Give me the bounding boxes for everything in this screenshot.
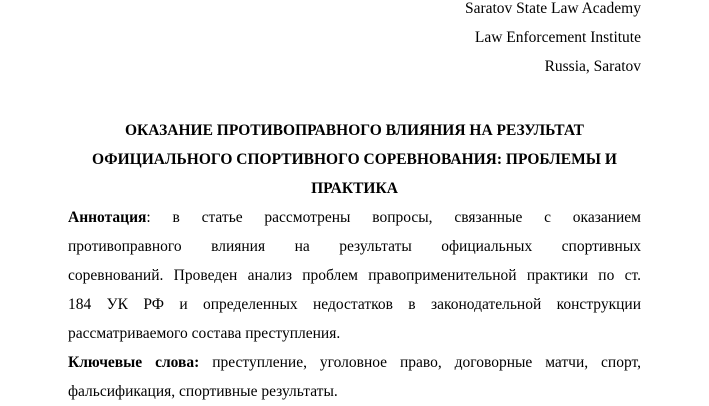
- title-line-3: ПРАКТИКА: [311, 180, 398, 197]
- title-line-2: ОФИЦИАЛЬНОГО СПОРТИВНОГО СОРЕВНОВАНИЯ: ПРОБЛЕМЫ И: [92, 151, 617, 168]
- keywords-line-1: [68, 348, 641, 377]
- affiliation-location: Russia, Saratov: [544, 58, 641, 75]
- abstract-line-1: [68, 203, 641, 232]
- abstract-line-1-text: : в статье рассмотрены вопросы, связанные с оказанием: [146, 209, 641, 226]
- keywords-paragraph: [68, 348, 641, 406]
- abstract-label: Аннотация: [68, 209, 147, 226]
- keywords-line-1-text: преступление, уголовное право, договорные матчи, спорт,: [199, 354, 641, 371]
- abstract-line-4: 184 УК РФ и определенных недостатков в законодательной конструкции: [68, 296, 641, 313]
- keywords-line-2: фальсификация, спортивные результаты.: [68, 383, 338, 400]
- abstract-line-3: соревнований. Проведен анализ проблем правоприменительной практики по ст.: [68, 267, 641, 284]
- abstract-paragraph: [68, 203, 641, 348]
- affiliation-academy: Saratov State Law Academy: [464, 0, 641, 17]
- abstract-line-5: рассматриваемого состава преступления.: [68, 325, 341, 342]
- abstract-line-2: противоправного влияния на результаты официальных спортивных: [68, 238, 641, 255]
- affiliation-institute: Law Enforcement Institute: [474, 29, 641, 46]
- article-title: [68, 116, 641, 203]
- document-page: [68, 0, 641, 406]
- affiliation-block: [68, 0, 641, 81]
- title-line-1: ОКАЗАНИЕ ПРОТИВОПРАВНОГО ВЛИЯНИЯ НА РЕЗУЛЬТАТ: [124, 122, 585, 139]
- keywords-label: Ключевые слова:: [68, 354, 200, 371]
